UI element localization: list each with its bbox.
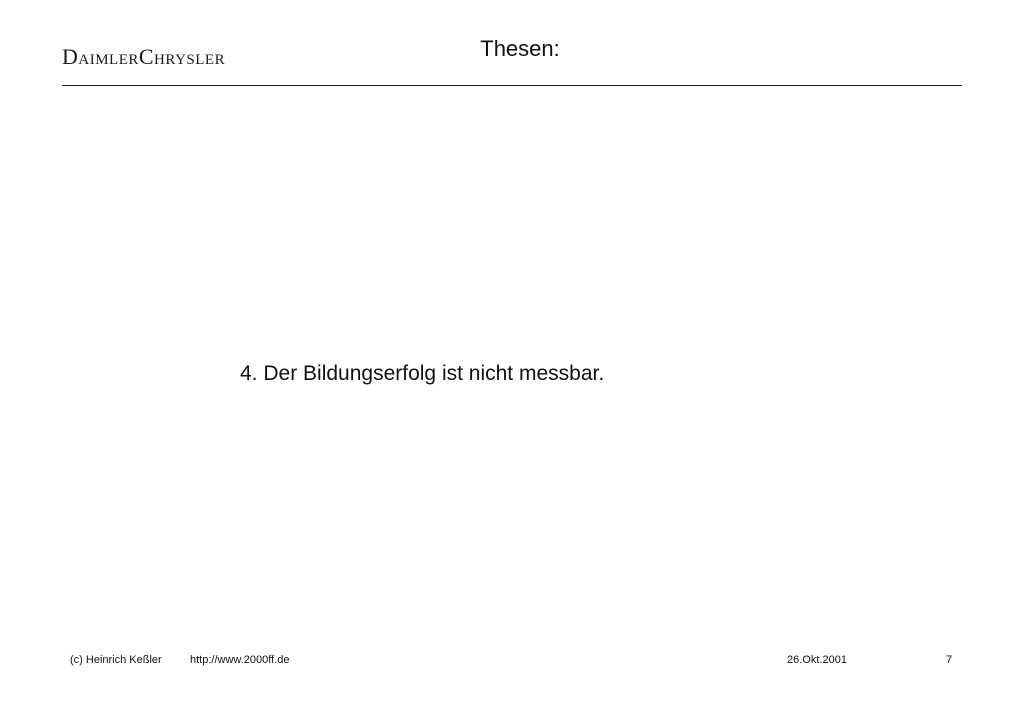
thesis-statement: 4. Der Bildungserfolg ist nicht messbar. [240,362,605,385]
company-logo: DaimlerChrysler [62,44,226,69]
footer-url: http://www.2000ff.de [190,654,290,666]
footer-date: 26.Okt.2001 [787,654,847,666]
footer-copyright: (c) Heinrich Keßler [70,654,162,666]
slide-title: Thesen: [480,36,560,61]
footer-page-number: 7 [946,654,953,666]
header-divider [62,85,962,86]
